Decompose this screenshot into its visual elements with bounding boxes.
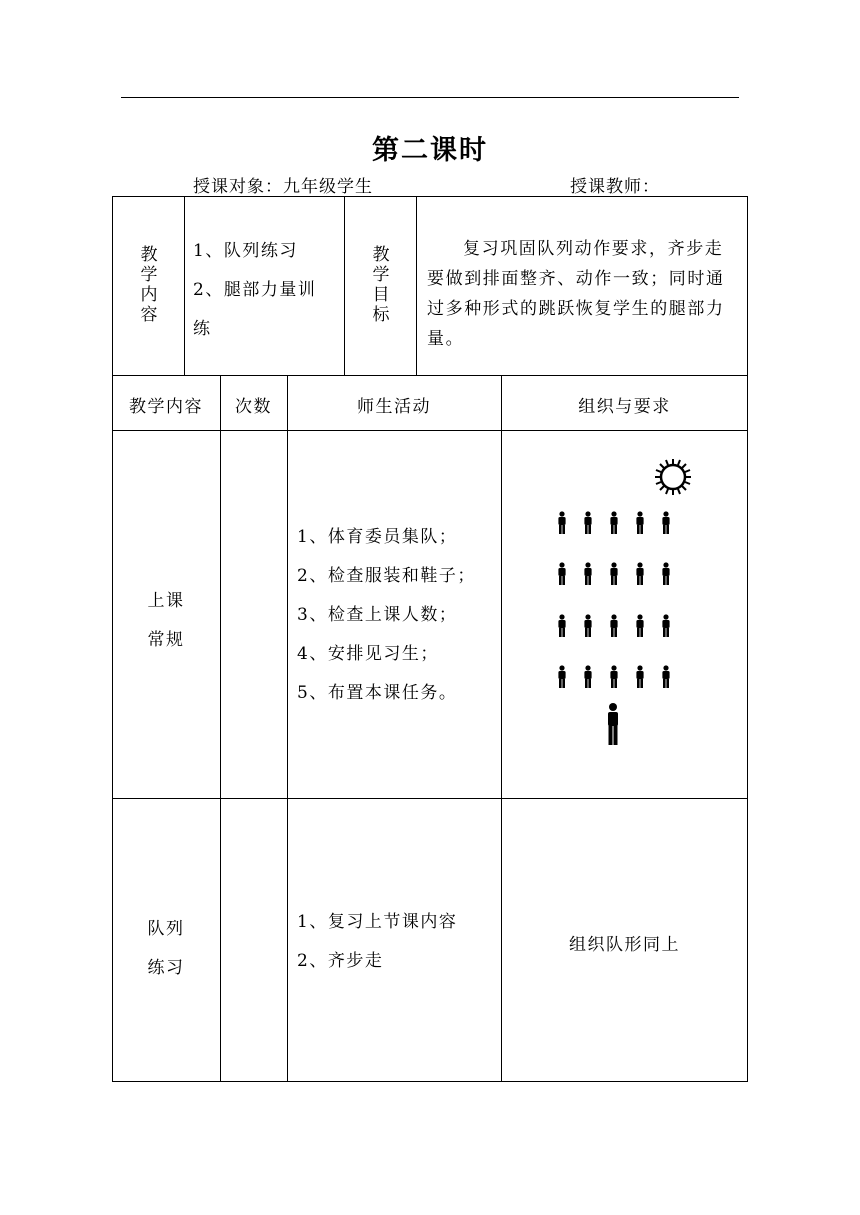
activity-item: 2、检查服装和鞋子；	[297, 566, 476, 586]
activity-item: 2、齐步走	[297, 951, 384, 971]
student-figure-icon	[636, 511, 643, 534]
label-char: 目	[372, 285, 390, 305]
goal-label	[369, 245, 393, 325]
label-char: 容	[140, 305, 158, 325]
label-char: 标	[372, 305, 390, 325]
content-item: 1、队列练习	[193, 241, 298, 261]
activity-item: 3、检查上课人数；	[297, 605, 458, 625]
audience-label: 授课对象：九年级学生	[193, 177, 373, 197]
label-char: 教	[372, 245, 390, 265]
student-figure-icon	[610, 614, 617, 637]
page-title: 第二课时	[372, 135, 488, 166]
student-figure-icon	[584, 614, 591, 637]
student-figure-icon	[662, 562, 669, 585]
goal-text: 复习巩固队列动作要求，齐步走要做到排面整齐、动作一致；同时通过多种形式的跳跃恢复学生的腿部力量。	[427, 239, 725, 349]
student-figure-icon	[610, 511, 617, 534]
content-label	[137, 245, 161, 325]
student-figure-icon	[636, 614, 643, 637]
divider	[501, 375, 502, 1082]
student-figure-icon	[558, 562, 565, 585]
student-figures	[558, 511, 669, 688]
row2-activities	[297, 903, 457, 981]
student-figure-icon	[610, 562, 617, 585]
divider	[416, 196, 417, 376]
activity-item: 1、体育委员集队；	[297, 527, 458, 547]
divider	[220, 375, 221, 1082]
teacher-figure-icon	[608, 703, 618, 745]
content-line: 练习	[147, 958, 185, 978]
divider	[184, 196, 185, 376]
student-figure-icon	[636, 562, 643, 585]
divider	[112, 430, 748, 431]
row1-content	[112, 582, 220, 660]
teacher-label: 授课教师：	[570, 177, 660, 197]
content-item: 2、腿部力量训	[193, 280, 317, 300]
student-figure-icon	[636, 665, 643, 688]
content-line: 队列	[147, 919, 185, 939]
student-figure-icon	[558, 665, 565, 688]
label-char: 教	[140, 245, 158, 265]
label-char: 学	[140, 265, 158, 285]
divider	[287, 375, 288, 1082]
row1-activities	[297, 518, 476, 713]
student-figure-icon	[662, 614, 669, 637]
header-organization: 组织与要求	[578, 397, 671, 417]
sun-icon	[655, 459, 691, 495]
content-item: 练	[193, 319, 212, 339]
student-figure-icon	[584, 511, 591, 534]
formation-diagram	[540, 455, 710, 755]
activity-item: 5、布置本课任务。	[297, 683, 458, 703]
header-activities: 师生活动	[357, 397, 431, 417]
label-char: 内	[140, 285, 158, 305]
student-figure-icon	[558, 511, 565, 534]
activity-item: 4、安排见习生；	[297, 644, 439, 664]
header-count: 次数	[235, 397, 272, 417]
student-figure-icon	[610, 665, 617, 688]
student-figure-icon	[584, 665, 591, 688]
activity-item: 1、复习上节课内容	[297, 912, 458, 932]
student-figure-icon	[584, 562, 591, 585]
student-figure-icon	[558, 614, 565, 637]
divider	[112, 798, 748, 799]
header-content: 教学内容	[129, 397, 203, 417]
student-figure-icon	[662, 665, 669, 688]
student-figure-icon	[662, 511, 669, 534]
content-line: 常规	[147, 630, 185, 650]
content-line: 上课	[147, 591, 185, 611]
row2-organization: 组织队形同上	[569, 935, 680, 955]
divider	[344, 196, 345, 376]
header-rule	[121, 97, 739, 98]
label-char: 学	[372, 265, 390, 285]
row2-content	[112, 910, 220, 988]
